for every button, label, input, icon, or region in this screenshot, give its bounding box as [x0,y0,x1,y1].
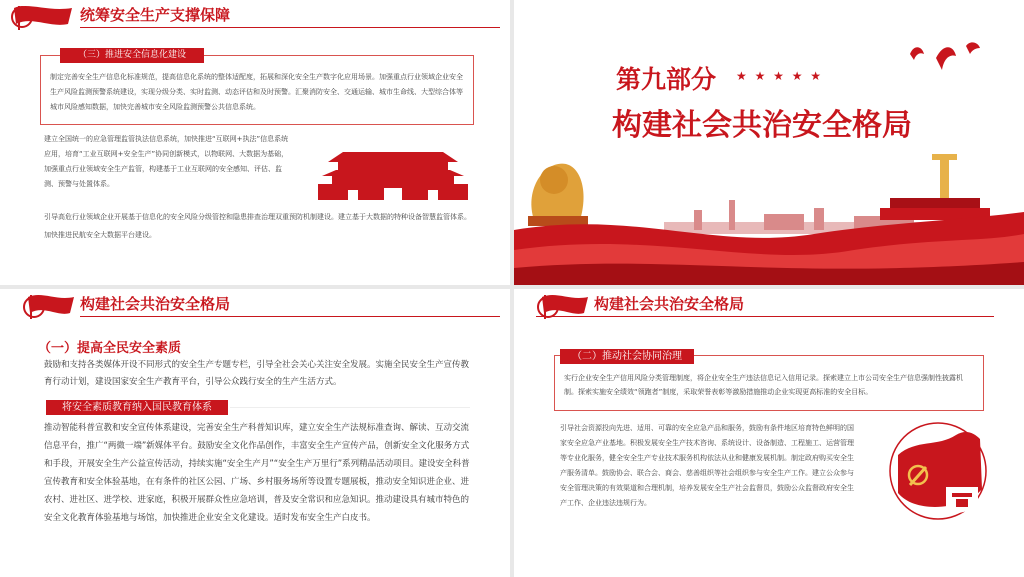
title-underline [80,316,500,317]
box-text: 实行企业安全生产信用风险分类管理制度，将企业安全生产违法信息记入信用记录。探索建立上市公司安全生产信息强制性披露机制。探索实施安全绩效“领跑者”制度，采取荣誉表彰等激励措施推动企业实现更高标准的安全目标。 [564,374,963,396]
body-text: 引导社会资源投向先进、适用、可靠的安全应急产品和服务，鼓励有条件地区培育特色鲜明的国家安全应急产业基地。积极发展安全生产技术咨询、系统设计、设备制造、工程施工、运营管理等专业化服务，健全安全生产专业技术服务机构依法从业和健康发展机制。制定政府购买安全生产服务清单。鼓励协会、联合会、商会、慈善组织等社会组织参与安全生产工作。建立公众参与安全管理决策的有效渠道和合理机制，培养发展安全生产社会监督员，鼓励公众监督政府安全生产工作、企业违法违规行为。 [560,424,854,507]
intro-text: 鼓励和支持各类媒体开设不同形式的安全生产专题专栏，引导全社会关心关注安全发展。实施全民安全生产宣传教育行动计划，建设国家安全生产教育平台，引导公众践行安全的生产生活方式。 [44,360,470,387]
star-row: ★ ★ ★ ★ ★ [736,69,824,83]
title-underline [536,316,994,317]
slide-1 [0,0,510,285]
party-emblem-graphic [886,419,990,523]
slide-title: 统筹安全生产支撑保障 [80,6,231,24]
section-heading: （一）提高全民安全素质 [38,341,182,356]
section-pill: （二）推动社会协同治理 [560,349,694,364]
body-text: 推动智能科普宣教和安全宣传体系建设，完善安全生产科普知识库，建立安全生产法规标准查询、解读、互动交流信息平台，推广“两微一端”新媒体平台。鼓励安全文化作品创作，丰富安全生产宣传产品，创新安全文化服务方式和手段，开展安全生产公益宣传活动，持续实施“安全生产月”“安全生产万里行”系列精品活动项目。建设安全科普宣传教育和安全体验基地，在有条件的社区公园、广场、乡村服务场所等设置专题展板，推动安全知识进企业、进农村、进社区、进学校、进家庭，积极开展群众性应急培训，普及安全常识和应急知识。推动建设具有城市特色的安全文化教育体验基地与场馆，加快推进企业安全文化建设。适时发布安全生产白皮书。 [44,423,470,523]
cityscape-banner [514,150,1024,285]
title-underline [80,27,500,28]
sub-pill: 将安全素质教育纳入国民教育体系 [46,400,228,415]
slide-3 [0,289,510,577]
slide-title: 构建社会共治安全格局 [80,295,231,313]
slide-title: 构建社会共治安全格局 [594,295,745,313]
box-text: 制定完善安全生产信息化标准规范，提高信息化系统的整体适配度，拓展和深化安全生产数字化应用场景。加强重点行业领域企业安全生产风险监测预警系统建设，实现分级分类、实时监测、动态评估和及时预警。汇聚消防安全、交通运输、城市生命线、大型综合体等城市风险感知数据，加快完善城市安全风险监测预警公共信息系统。 [50,73,463,111]
slide-2 [514,0,1024,285]
pill-underline [230,407,470,408]
flag-emblem-icon [8,2,78,32]
section-pill: （三）推进安全信息化建设 [60,48,204,63]
cover-title: 构建社会共治安全格局 [612,108,912,143]
part-label: 第九部分 [616,65,717,94]
doves-icon [900,40,990,76]
tiananmen-gate-icon [318,140,468,202]
bottom-text: 引导高危行业领域企业开展基于信息化的安全风险分级管控和隐患排查治理双重预防机制建设。建立基于大数据的特种设备智慧监管体系。加快推进民航安全大数据平台建设。 [44,213,471,239]
body-text: 建立全国统一的应急管理监管执法信息系统，加快推进“互联网+执法”信息系统应用，培育“工业互联网+安全生产”协同创新模式，以物联网、大数据为基础，加强重点行业领域安全生产监管，构建基于工业互联网的安全感知、评估、监测、预警与处置体系。 [44,135,289,188]
flag-emblem-icon [20,291,76,321]
slide-4 [514,289,1024,577]
